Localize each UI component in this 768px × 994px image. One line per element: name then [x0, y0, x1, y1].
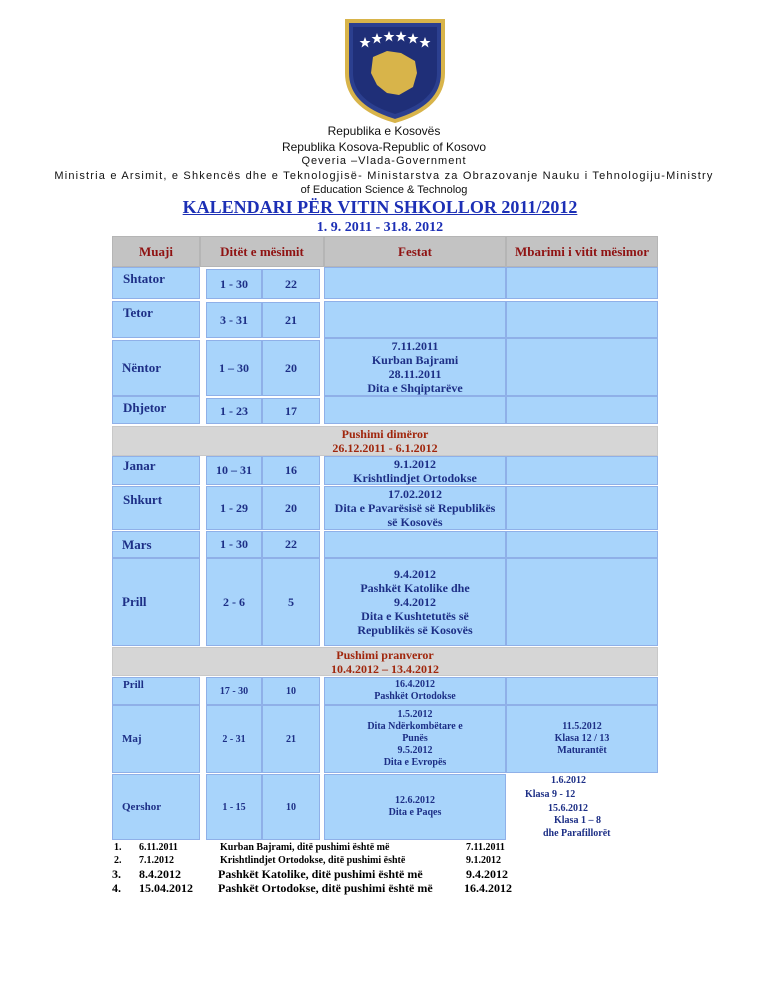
holiday-date: 12.6.2012 [395, 795, 435, 806]
month-cell: Shtator [112, 267, 200, 299]
day-range-cell: 1 - 29 [206, 486, 262, 530]
day-count-cell: 21 [262, 302, 320, 338]
holiday-name: Krishtlindjet Ortodokse [353, 470, 477, 485]
year-end-cell [506, 531, 658, 558]
holiday-cell [324, 531, 506, 558]
holiday-cell [324, 486, 506, 530]
month-cell: Prill [112, 677, 200, 705]
month-cell: Nëntor [112, 340, 200, 396]
day-count-cell: 16 [262, 456, 320, 485]
footnote-holiday-date: 9.4.2012 [466, 867, 508, 881]
day-range-cell: 1 - 30 [206, 531, 262, 558]
holiday-cell [324, 396, 506, 424]
holiday-name: Pashkët Ortodokse [374, 691, 456, 702]
break-name: Pushimi pranveror [336, 647, 434, 662]
col-header-month: Muaji [112, 236, 200, 267]
holiday-name: Dita e Kushtetutës së [361, 609, 469, 623]
col-header-school-days: Ditët e mësimit [200, 236, 324, 267]
day-range-cell: 3 - 31 [206, 302, 262, 338]
holiday-name: Dita e Paqes [388, 807, 442, 818]
month-cell: Mars [112, 531, 200, 558]
day-range-cell: 10 – 31 [206, 456, 262, 485]
spring-break-row [112, 647, 658, 676]
holiday-date: 9.4.2012 [393, 567, 436, 581]
break-dates: 10.4.2012 – 13.4.2012 [331, 661, 439, 676]
footnote-holiday-date: 7.11.2011 [466, 842, 505, 853]
year-end-date: 15.6.2012 [548, 803, 588, 814]
header-republic: Republika Kosova-Republic of Kosovo [281, 140, 487, 154]
day-range-cell: 1 – 30 [206, 340, 262, 396]
day-count-cell: 20 [262, 340, 320, 396]
year-end-cell [506, 338, 658, 396]
holiday-name: Dita Ndërkombëtare e [367, 721, 463, 732]
month-cell: Qershor [112, 774, 200, 840]
day-count-cell: 21 [262, 705, 320, 773]
year-end-cell [506, 396, 658, 424]
year-end-cell [506, 558, 658, 646]
holiday-cell [324, 705, 506, 773]
month-cell: Janar [112, 456, 200, 485]
footnote-date: 8.4.2012 [139, 867, 181, 881]
footnote-holiday-date: 16.4.2012 [464, 881, 512, 895]
footnote-date: 15.04.2012 [139, 881, 193, 895]
month-cell: Tetor [112, 301, 200, 338]
footnote-date: 6.11.2011 [139, 842, 178, 853]
month-cell: Shkurt [112, 486, 200, 530]
day-count-cell: 10 [262, 774, 320, 840]
holiday-date: 1.5.2012 [397, 709, 433, 720]
day-count-cell: 20 [262, 486, 320, 530]
holiday-date: 17.02.2012 [388, 487, 442, 501]
holiday-date: 9.4.2012 [393, 595, 436, 609]
year-end-grades: Klasa 9 - 12 [525, 789, 576, 800]
header-country: Republika e Kosovës [327, 124, 441, 138]
header-ministry: Ministria e Arsimit, e Shkencës dhe e Teknologjisë- Ministarstva za Obrazovanje Nauku i Tehnologiju-Ministry [54, 170, 714, 182]
holiday-name: Dita e Evropës [383, 757, 447, 768]
year-end-cell [506, 267, 658, 299]
day-range-cell: 17 - 30 [206, 677, 262, 705]
holiday-date: 9.5.2012 [397, 745, 433, 756]
holiday-cell [324, 558, 506, 646]
holiday-cell [324, 267, 506, 299]
holiday-name: Pashkët Katolike dhe [360, 581, 470, 595]
footnote-text: Kurban Bajrami, ditë pushimi është më [220, 842, 390, 853]
holiday-cell [324, 338, 506, 396]
footnote-number: 3. [112, 867, 121, 881]
holiday-name: Punës [402, 733, 428, 744]
kosovo-emblem-icon [343, 15, 447, 123]
month-cell: Dhjetor [112, 396, 200, 424]
footnote-holiday-date: 9.1.2012 [466, 855, 501, 866]
holiday-cell [324, 301, 506, 338]
day-count-cell: 22 [262, 269, 320, 299]
year-end-date: 11.5.2012 [562, 721, 602, 732]
header-ministry-cont: of Education Science & Technolog [300, 184, 468, 196]
footnote-number: 1. [114, 842, 122, 853]
holiday-date: 28.11.2011 [388, 367, 442, 381]
year-end-cell [506, 677, 658, 705]
col-header-year-end: Mbarimi i vitit mësimor [506, 236, 658, 267]
col-header-holidays: Festat [324, 236, 506, 267]
day-count-cell: 22 [262, 531, 320, 558]
school-year-dates: 1. 9. 2011 - 31.8. 2012 [316, 220, 444, 235]
month-cell: Maj [112, 705, 200, 773]
year-end-grades: Klasa 1 – 8 [554, 815, 601, 826]
day-range-cell: 1 - 15 [206, 774, 262, 840]
year-end-cell [506, 486, 658, 530]
holiday-date: 16.4.2012 [395, 679, 435, 690]
day-range-cell: 2 - 31 [206, 705, 262, 773]
page-title: KALENDARI PËR VITIN SHKOLLOR 2011/2012 [182, 197, 578, 217]
year-end-group: dhe Parafillorët [543, 828, 611, 839]
month-cell: Prill [112, 558, 200, 646]
holiday-cell [324, 456, 506, 485]
break-name: Pushimi dimëror [341, 427, 429, 441]
holiday-name: Dita e Shqiptarëve [367, 381, 463, 395]
day-range-cell: 2 - 6 [206, 558, 262, 646]
footnote-text: Krishtlindjet Ortodokse, ditë pushimi është [220, 855, 406, 866]
footnote-text: Pashkët Katolike, ditë pushimi është më [218, 867, 423, 881]
year-end-cell [506, 705, 658, 773]
break-dates: 26.12.2011 - 6.1.2012 [332, 441, 438, 455]
year-end-cell [506, 456, 658, 485]
day-count-cell: 10 [262, 677, 320, 705]
header-government: Qeveria –Vlada-Government [301, 155, 467, 167]
footnote-number: 2. [114, 855, 122, 866]
holiday-date: 9.1.2012 [393, 456, 436, 471]
footnote-text: Pashkët Ortodokse, ditë pushimi është më [218, 881, 433, 895]
holiday-name: Republikës së Kosovës [357, 623, 473, 637]
day-count-cell: 5 [262, 558, 320, 646]
holiday-cell [324, 677, 506, 705]
year-end-grades: Klasa 12 / 13 [554, 733, 610, 744]
holiday-name: Dita e Pavarësisë së Republikës [334, 501, 496, 515]
day-count-cell: 17 [262, 398, 320, 424]
year-end-cell [506, 301, 658, 338]
year-end-cell [506, 774, 658, 840]
holiday-cell [324, 774, 506, 840]
holiday-date: 7.11.2011 [391, 339, 439, 353]
holiday-name: së Kosovës [387, 515, 443, 529]
year-end-group: Maturantët [557, 745, 607, 756]
footnote-date: 7.1.2012 [139, 855, 174, 866]
holiday-name: Kurban Bajrami [371, 353, 459, 367]
footnote-number: 4. [112, 881, 121, 895]
day-range-cell: 1 - 30 [206, 269, 262, 299]
day-range-cell: 1 - 23 [206, 398, 262, 424]
year-end-date: 1.6.2012 [551, 775, 586, 786]
winter-break-row [112, 426, 658, 456]
